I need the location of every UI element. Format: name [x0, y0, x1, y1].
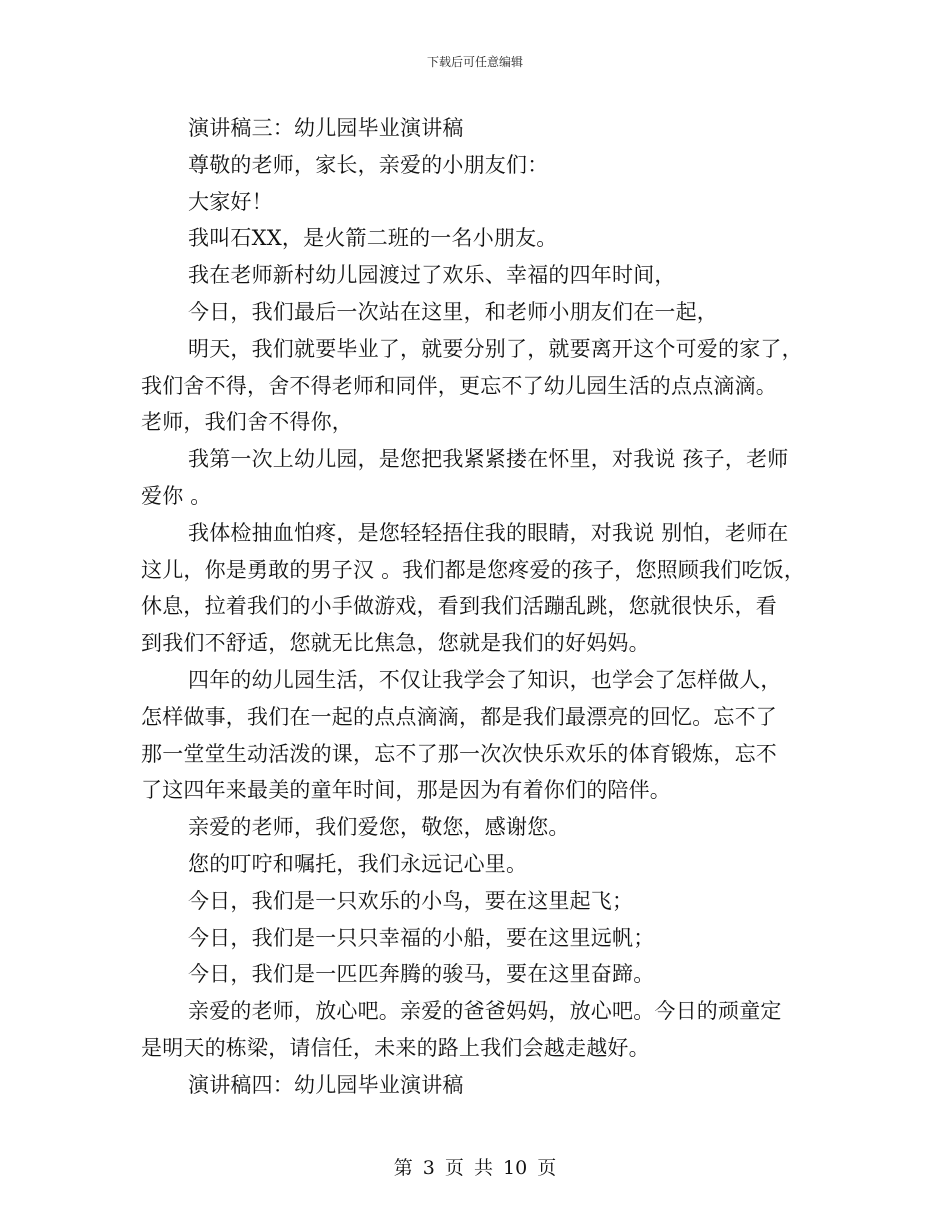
- paragraph-line: 我体检抽血怕疼，是您轻轻捂住我的眼睛，对我说 别怕，老师在: [188, 520, 789, 545]
- paragraph-line: 老师，我们舍不得你，: [141, 410, 353, 435]
- section-title: 演讲稿三：幼儿园毕业演讲稿: [188, 116, 464, 140]
- paragraph-line: 今日，我们是一只只幸福的小船，要在这里远帆；: [188, 925, 655, 950]
- document-body: [141, 110, 821, 1104]
- paragraph-line: 我第一次上幼儿园，是您把我紧紧搂在怀里，对我说 孩子，老师: [188, 447, 789, 472]
- paragraph-line: 怎样做事，我们在一起的点点滴滴，都是我们最漂亮的回忆。忘不了: [141, 704, 777, 729]
- paragraph-line: 爱你 。: [141, 483, 212, 508]
- paragraph-line: 那一堂堂生动活泼的课，忘不了那一次次快乐欢乐的体育锻炼，忘不: [141, 741, 777, 766]
- paragraph-line: 这儿，你是勇敢的男子汉 。我们都是您疼爱的孩子，您照顾我们吃饭，: [141, 557, 806, 582]
- paragraph-line: 了这四年来最美的童年时间，那是因为有着你们的陪伴。: [141, 778, 671, 803]
- paragraph-line: 到我们不舒适，您就无比焦急，您就是我们的好妈妈。: [141, 631, 650, 656]
- paragraph-line: 亲爱的老师，放心吧。亲爱的爸爸妈妈，放心吧。今日的顽童定: [188, 999, 782, 1024]
- paragraph-line: 我叫石XX，是火箭二班的一名小朋友。: [188, 226, 558, 251]
- paragraph-line: 今日，我们最后一次站在这里，和老师小朋友们在一起，: [188, 299, 718, 324]
- paragraph-line: 您的叮咛和嘱托，我们永远记心里。: [188, 851, 528, 876]
- salutation: 尊敬的老师，家长，亲爱的小朋友们：: [188, 152, 549, 177]
- paragraph-line: 休息，拉着我们的小手做游戏，看到我们活蹦乱跳，您就很快乐，看: [141, 594, 777, 619]
- paragraph-line: 今日，我们是一只欢乐的小鸟，要在这里起飞；: [188, 888, 634, 913]
- paragraph-line: 亲爱的老师，我们爱您，敬您，感谢您。: [188, 815, 570, 840]
- paragraph-line: 四年的幼儿园生活，不仅让我学会了知识，也学会了怎样做人，: [188, 667, 782, 692]
- page-footer: 第 3 页 共 10 页: [393, 1157, 557, 1179]
- paragraph-line: 我们舍不得，舍不得老师和同伴，更忘不了幼儿园生活的点点滴滴。: [141, 373, 777, 398]
- section-title: 演讲稿四：幼儿园毕业演讲稿: [188, 1072, 464, 1097]
- page-header: 下载后可任意编辑: [426, 55, 523, 69]
- greeting: 大家好！: [188, 189, 273, 214]
- paragraph-line: 我在老师新村幼儿园渡过了欢乐、幸福的四年时间，: [188, 263, 676, 288]
- paragraph-line: 是明天的栋梁，请信任，未来的路上我们会越走越好。: [141, 1035, 650, 1060]
- paragraph-line: 明天，我们就要毕业了，就要分别了，就要离开这个可爱的家了，: [188, 336, 803, 361]
- paragraph-line: 今日，我们是一匹匹奔腾的骏马，要在这里奋蹄。: [188, 962, 655, 987]
